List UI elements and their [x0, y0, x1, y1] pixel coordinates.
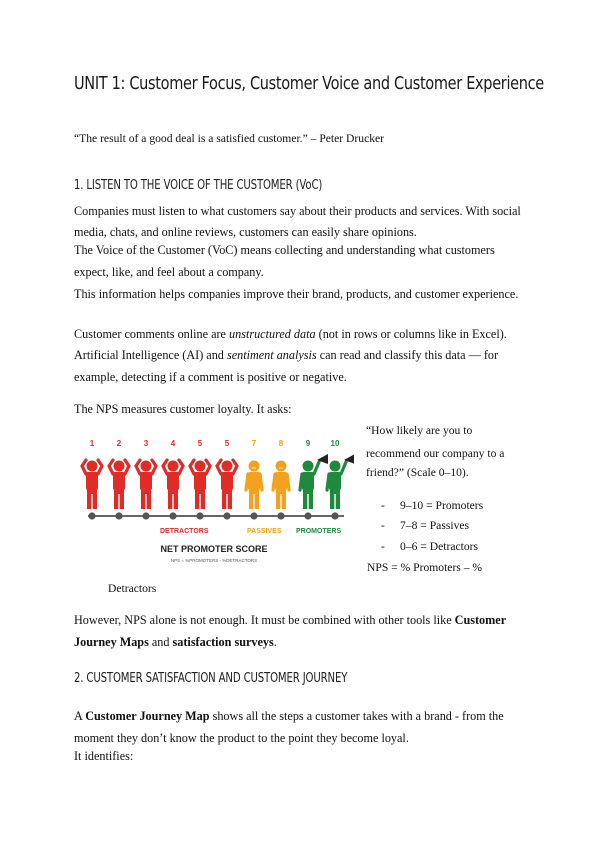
- score-dot: [115, 512, 122, 519]
- group-label-detractors: DETRACTORS: [160, 528, 209, 535]
- emphasis-text: unstructured data: [229, 327, 316, 341]
- paragraph-line: The Voice of the Customer (VoC) means collecting and understanding what customers: [74, 243, 495, 257]
- score-dot: [223, 512, 230, 519]
- person-icon: [109, 460, 129, 509]
- score-number: 5: [197, 439, 203, 448]
- score-dot: [331, 512, 338, 519]
- emphasis-text: sentiment analysis: [226, 348, 317, 362]
- person-icon: [246, 461, 262, 510]
- score-number: 2: [116, 439, 122, 448]
- section-heading-journey: 2. CUSTOMER SATISFACTION AND CUSTOMER JOURNEY: [74, 671, 348, 686]
- person-icon: [300, 454, 328, 509]
- paragraph-line: Customer comments online are unstructured data (not in rows or columns like in Excel).: [74, 327, 507, 341]
- paragraph-line: moment they don’t know the product to the point they become loyal.: [74, 731, 409, 745]
- question-line: friend?” (Scale 0–10).: [366, 466, 469, 479]
- group-label-passives: PASSIVES: [247, 528, 282, 535]
- score-number: 9: [305, 439, 311, 448]
- page-title: UNIT 1: Customer Focus, Customer Voice and Customer Experience: [74, 74, 544, 94]
- list-dash: -: [381, 540, 385, 553]
- paragraph-line: It identifies:: [74, 749, 134, 763]
- person-icon: [273, 461, 289, 510]
- paragraph-line: Artificial Intelligence (AI) and sentiment analysis can read and classify this data — for: [74, 348, 499, 362]
- score-dot: [196, 512, 203, 519]
- list-item: 7–8 = Passives: [400, 519, 470, 532]
- list-dash: -: [381, 499, 385, 512]
- nps-formula-cont: Detractors: [108, 582, 157, 595]
- person-icon: [327, 454, 354, 509]
- group-label-promoters: PROMOTERS: [296, 528, 342, 535]
- quote: “The result of a good deal is a satisfied customer.” – Peter Drucker: [74, 132, 385, 145]
- person-icon: [217, 460, 237, 509]
- score-number: 3: [143, 439, 149, 448]
- question-line: “How likely are you to: [366, 424, 473, 437]
- paragraph-line: media, chats, and online reviews, customers can easily share opinions.: [74, 225, 417, 239]
- score-dot: [304, 512, 311, 519]
- list-item: 0–6 = Detractors: [400, 540, 479, 553]
- person-icon: [190, 460, 210, 509]
- nps-subcaption: NPS = %PROMOTERS - %DETRACTORS: [170, 558, 258, 563]
- list-dash: -: [381, 519, 385, 532]
- score-number: 5: [224, 439, 230, 448]
- paragraph-line: A Customer Journey Map shows all the steps a customer takes with a brand - from the: [74, 709, 504, 723]
- list-item: 9–10 = Promoters: [400, 499, 484, 512]
- paragraph-line: expect, like, and feel about a company.: [74, 265, 264, 279]
- paragraph-line: The NPS measures customer loyalty. It asks:: [74, 402, 292, 416]
- paragraph-line: This information helps companies improve their brand, products, and customer experience.: [74, 287, 519, 301]
- paragraph-line: Companies must listen to what customers say about their products and services. With social: [74, 204, 521, 218]
- score-dot: [250, 512, 257, 519]
- score-number: 10: [330, 439, 340, 448]
- score-number: 4: [170, 439, 176, 448]
- paragraph-line: example, detecting if a comment is positive or negative.: [74, 370, 347, 384]
- score-number: 1: [89, 439, 95, 448]
- section-heading-voc: 1. LISTEN TO THE VOICE OF THE CUSTOMER (VoC): [74, 178, 323, 193]
- score-number: 7: [251, 439, 257, 448]
- person-icon: [163, 460, 183, 509]
- nps-illustration: [74, 436, 354, 572]
- nps-caption: NET PROMOTER SCORE: [160, 544, 268, 554]
- score-dot: [277, 512, 284, 519]
- question-line: recommend our company to a: [366, 447, 505, 460]
- score-dot: [142, 512, 149, 519]
- score-number: 8: [278, 439, 284, 448]
- score-dot: [88, 512, 95, 519]
- score-dot: [169, 512, 176, 519]
- person-icon: [82, 460, 102, 509]
- paragraph-line: However, NPS alone is not enough. It must be combined with other tools like Customer: [74, 613, 507, 627]
- nps-formula: NPS = % Promoters – %: [367, 561, 483, 574]
- person-icon: [136, 460, 156, 509]
- paragraph-line: Journey Maps and satisfaction surveys.: [74, 635, 277, 649]
